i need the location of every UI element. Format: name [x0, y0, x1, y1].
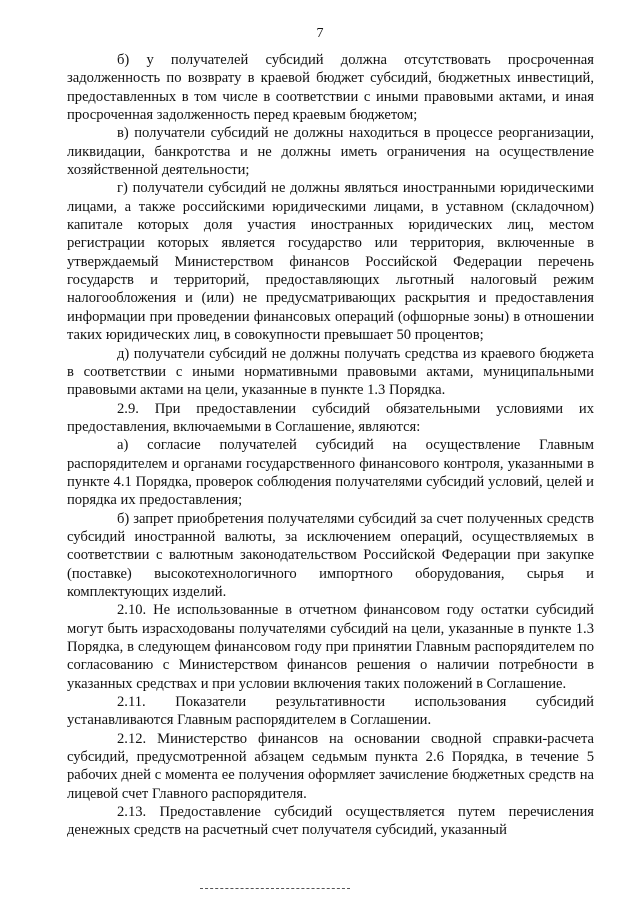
paragraph-2-9: 2.9. При предоставлении субсидий обязательными условиями их предоставления, включаемыми в Соглашение, являются:: [67, 400, 594, 435]
paragraph-a-consent: а) согласие получателей субсидий на осуществление Главным распорядителем и органами государственного финансового контроля, указанными в пункте 4.1 Порядка, проверок соблюдения получателями субсидий условий, целей и порядка их предоставления;: [67, 437, 594, 509]
paragraph-2-10: 2.10. Не использованные в отчетном финансовом году остатки субсидий могут быть израсходованы получателями субсидий на цели, указанные в пункте 1.3 Порядка, в следующем финансовом году при принятии Главным распорядителем по согласованию с Министерством финансов решения о наличии потребности в указанных средствах и при условии включения таких положений в Соглашение.: [67, 602, 594, 692]
document-body: [67, 51, 594, 840]
paragraph-b-currency-ban: б) запрет приобретения получателями субсидий за счет полученных средств субсидий иностранной валюты, за исключением операций, осуществляемых в соответствии с валютным законодательством Российской Федерации при закупке (поставке) высокотехнологичного импортного оборудования, сырья и комплектующих изделий.: [67, 510, 594, 600]
paragraph-v-reorganization: в) получатели субсидий не должны находиться в процессе реорганизации, ликвидации, банкротства и не должны иметь ограничения на осуществление хозяйственной деятельности;: [67, 125, 594, 179]
paragraph-d-other-funds: д) получатели субсидий не должны получать средства из краевого бюджета в соответствии с иными нормативными правовыми актами, муниципальными правовыми актами на цели, указанные в пункте 1.3 Порядка.: [67, 345, 594, 399]
scan-edge-line: [200, 888, 350, 889]
paragraph-2-12: 2.12. Министерство финансов на основании сводной справки-расчета субсидий, предусмотренной абзацем седьмым пункта 2.6 Порядка, в течение 5 рабочих дней с момента ее получения оформляет зачисление бюджетных средств на лицевой счет Главного распорядителя.: [67, 730, 594, 802]
paragraph-b-debt: б) у получателей субсидий должна отсутствовать просроченная задолженность по возврату в краевой бюджет субсидий, бюджетных инвестиций, предоставленных в том числе в соответствии с иными правовыми актами, и иная просроченная задолженность перед краевым бюджетом;: [67, 52, 594, 124]
paragraph-g-foreign-entities: г) получатели субсидий не должны являться иностранными юридическими лицами, а также российскими юридическими лицами, в уставном (складочном) капитале которых доля участия иностранных юридических лиц, местом регистрации которых является государство или территория, включенные в утверждаемый Министерством финансов Российской Федерации перечень государств и территорий, предоставляющих льготный налоговый режим налогообложения и (или) не предусматривающих раскрытия и предоставления информации при проведении финансовых операций (офшорные зоны) в отношении таких юридических лиц, в совокупности превышает 50 процентов;: [67, 180, 594, 344]
paragraph-2-11: 2.11. Показатели результативности использования субсидий устанавливаются Главным распорядителем в Соглашении.: [67, 694, 594, 729]
paragraph-2-13: 2.13. Предоставление субсидий осуществляется путем перечисления денежных средств на расчетный счет получателя субсидий, указанный: [67, 804, 594, 839]
page-number: 7: [316, 26, 324, 41]
